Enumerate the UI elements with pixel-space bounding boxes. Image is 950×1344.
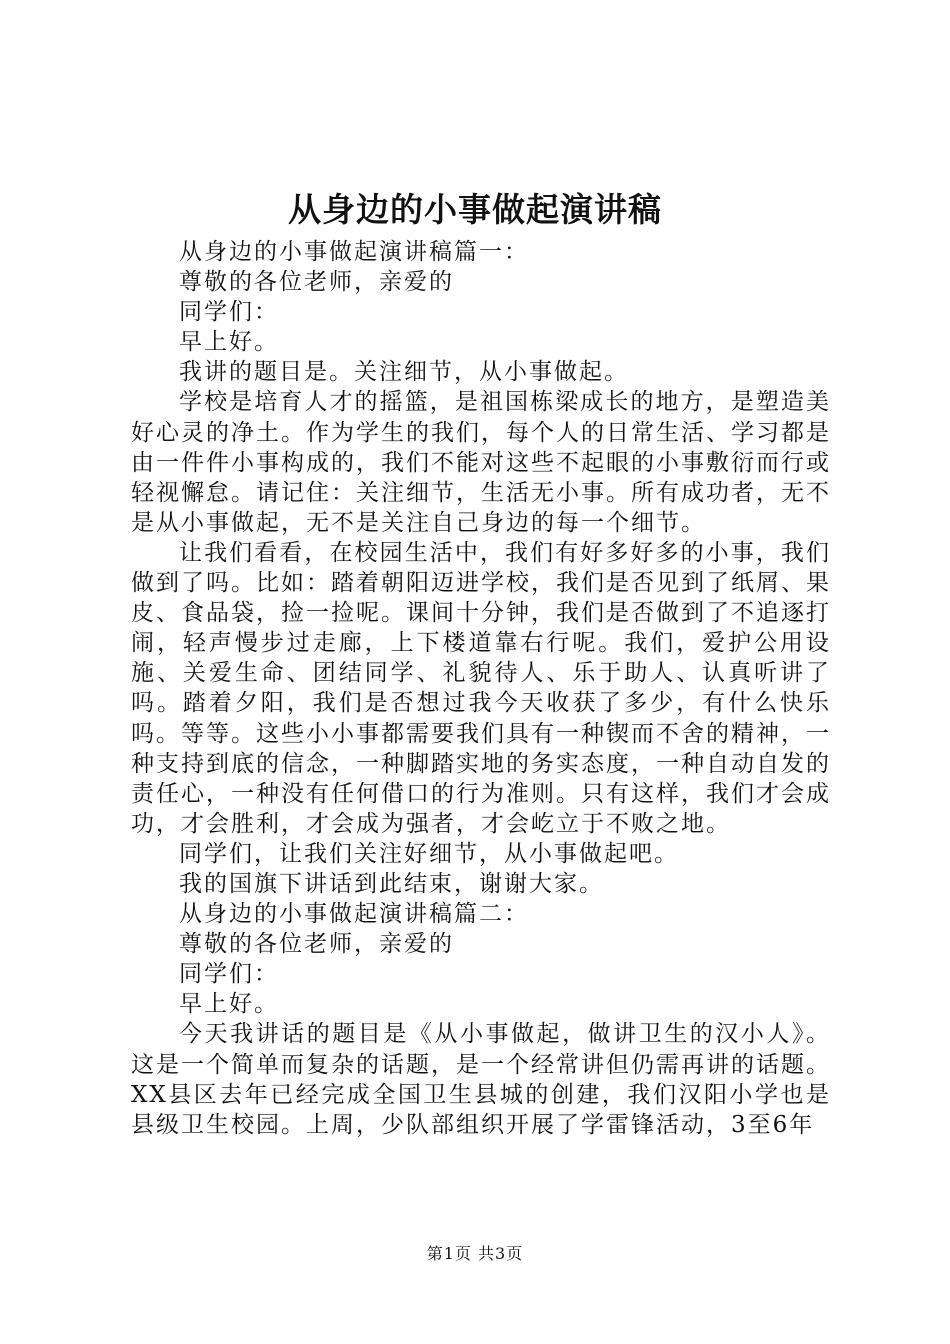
paragraph: 同学们，让我们关注好细节，从小事做起吧。 bbox=[179, 840, 679, 867]
paragraph: 早上好。 bbox=[179, 991, 279, 1018]
paragraph: 尊敬的各位老师，亲爱的 bbox=[179, 269, 454, 296]
paragraph: 早上好。 bbox=[179, 329, 279, 356]
paragraph: 从身边的小事做起演讲稿篇一： bbox=[179, 239, 529, 265]
paragraph: 同学们： bbox=[179, 299, 279, 326]
paragraph: 我的国旗下讲话到此结束，谢谢大家。 bbox=[179, 870, 604, 897]
paragraph: 同学们： bbox=[179, 961, 279, 988]
paragraph: 尊敬的各位老师，亲爱的 bbox=[179, 931, 454, 958]
document-body bbox=[131, 237, 831, 1140]
paragraph: 今天我讲话的题目是《从小事做起，做讲卫生的汉小人》。这是一个简单而复杂的话题，是一个经常讲但仍需再讲的话题。XX县区去年已经完成全国卫生县城的创建，我们汉阳小学也是县级卫生校园。上周，少队部组织开展了学雷锋活动，3至6年 bbox=[131, 1021, 831, 1138]
paragraph: 让我们看看，在校园生活中，我们有好多好多的小事，我们做到了吗。比如：踏着朝阳迈进学校，我们是否见到了纸屑、果皮、食品袋，捡一捡呢。课间十分钟，我们是否做到了不追逐打闹，轻声慢步过走廊，上下楼道靠右行呢。我们，爱护公用设施、关爱生命、团结同学、礼貌待人、乐于助人、认真听讲了吗。踏着夕阳，我们是否想过我今天收获了多少，有什么快乐吗。等等。这些小小事都需要我们具有一种锲而不舍的精神，一种支持到底的信念，一种脚踏实地的务实态度，一种自动自发的责任心，一种没有任何借口的行为准则。只有这样，我们才会成功，才会胜利，才会成为强者，才会屹立于不败之地。 bbox=[131, 539, 831, 837]
document-title: 从身边的小事做起演讲稿 bbox=[288, 190, 662, 229]
paragraph: 我讲的题目是。关注细节，从小事做起。 bbox=[179, 359, 629, 386]
page-footer: 第1页 共3页 bbox=[426, 1244, 524, 1263]
paragraph: 学校是培育人才的摇篮，是祖国栋梁成长的地方，是塑造美好心灵的净土。作为学生的我们，每个人的日常生活、学习都是由一件件小事构成的，我们不能对这些不起眼的小事敷衍而行或轻视懈怠。请记住：关注细节，生活无小事。所有成功者，无不是从小事做起，无不是关注自己身边的每一个细节。 bbox=[131, 389, 831, 536]
paragraph: 从身边的小事做起演讲稿篇二： bbox=[179, 901, 529, 928]
